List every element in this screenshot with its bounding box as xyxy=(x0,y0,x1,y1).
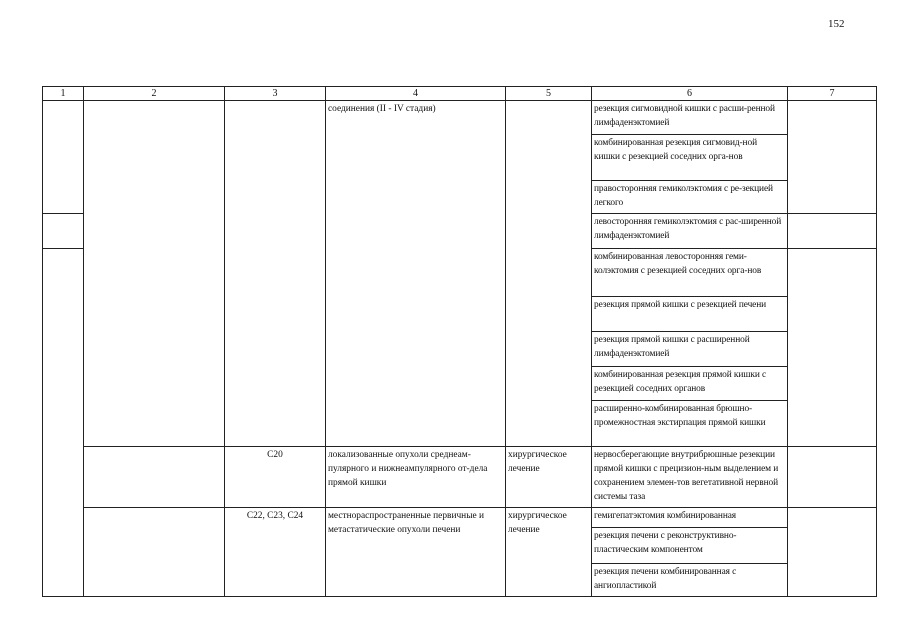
column-header: 1 xyxy=(43,87,84,101)
cell-col1 xyxy=(43,214,84,249)
cell-col7 xyxy=(788,508,877,597)
column-header: 7 xyxy=(788,87,877,101)
cell-col7 xyxy=(788,101,877,214)
column-header: 5 xyxy=(506,87,592,101)
cell-procedure: нервосберегающие внутрибрюшные резекции прямой кишки с прецизион-ным выделением и сохранением элемен-тов вегетативной нервной системы таза xyxy=(592,447,788,508)
cell-col2 xyxy=(84,447,225,508)
cell-procedure: левосторонняя гемиколэктомия с рас-ширенной лимфаденэктомией xyxy=(592,214,788,249)
cell-treatment: хирургическое лечение xyxy=(506,447,592,508)
cell-col7 xyxy=(788,447,877,508)
column-header: 2 xyxy=(84,87,225,101)
cell-procedure: резекция печени с реконструктивно-пластическим компонентом xyxy=(592,528,788,564)
cell-procedure: резекция печени комбинированная с ангиопластикой xyxy=(592,564,788,597)
cell-procedure: расширенно-комбинированная брюшно-промежностная экстирпация прямой кишки xyxy=(592,401,788,447)
table-row xyxy=(43,447,877,508)
cell-procedure: резекция прямой кишки с расширенной лимфаденэктомией xyxy=(592,332,788,367)
cell-treatment xyxy=(506,101,592,447)
column-header: 3 xyxy=(225,87,326,101)
cell-disease-model: местнораспространенные первичные и метастатические опухоли печени xyxy=(326,508,506,597)
page-number: 152 xyxy=(828,18,845,30)
cell-col1 xyxy=(43,101,84,214)
medical-care-table xyxy=(42,86,877,597)
cell-col3 xyxy=(225,101,326,447)
cell-procedure: комбинированная резекция сигмовид-ной кишки с резекцией соседних орга-нов xyxy=(592,135,788,181)
cell-col7 xyxy=(788,214,877,249)
cell-procedure: гемигепатэктомия комбинированная xyxy=(592,508,788,528)
cell-procedure: комбинированная левосторонняя геми-колэктомия с резекцией соседних орга-нов xyxy=(592,249,788,297)
cell-procedure: комбинированная резекция прямой кишки с резекцией соседних органов xyxy=(592,367,788,401)
cell-procedure: правосторонняя гемиколэктомия с ре-зекцией легкого xyxy=(592,181,788,214)
cell-disease-model: соединения (II - IV стадия) xyxy=(326,101,506,447)
table-row xyxy=(43,508,877,528)
cell-disease-model: локализованные опухоли среднеам-пулярного и нижнеампулярного от-дела прямой кишки xyxy=(326,447,506,508)
cell-col2 xyxy=(84,508,225,597)
cell-icd-code: C20 xyxy=(225,447,326,508)
cell-procedure: резекция прямой кишки с резекцией печени xyxy=(592,297,788,332)
cell-col2 xyxy=(84,101,225,447)
cell-col7 xyxy=(788,249,877,447)
header-row xyxy=(43,87,877,101)
cell-col1 xyxy=(43,249,84,597)
column-header: 4 xyxy=(326,87,506,101)
column-header: 6 xyxy=(592,87,788,101)
table-row xyxy=(43,101,877,135)
cell-icd-code: C22, C23, C24 xyxy=(225,508,326,597)
cell-treatment: хирургическое лечение xyxy=(506,508,592,597)
cell-procedure: резекция сигмовидной кишки с расши-ренной лимфаденэктомией xyxy=(592,101,788,135)
